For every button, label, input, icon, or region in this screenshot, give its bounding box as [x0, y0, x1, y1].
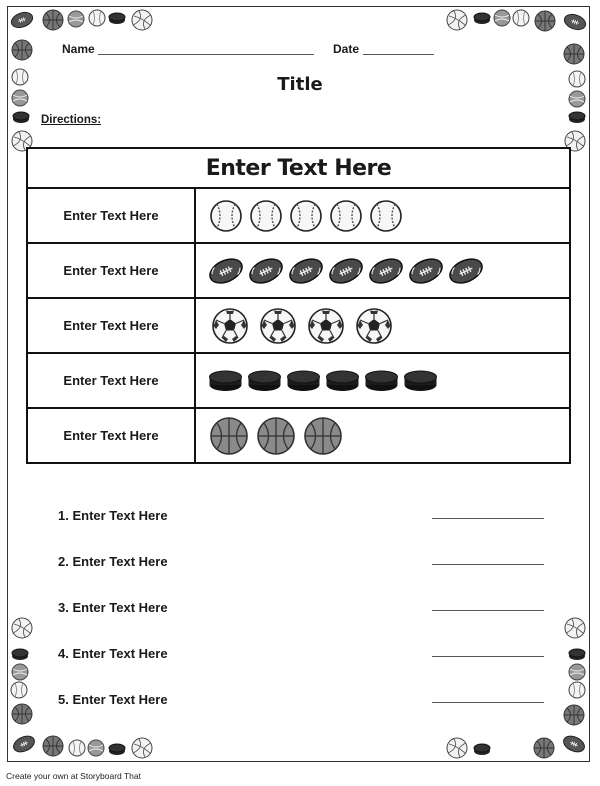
hockey-puck-icon: [325, 368, 360, 394]
football-icon: [288, 254, 324, 288]
chart-header[interactable]: Enter Text Here: [27, 148, 570, 188]
question-2[interactable]: 2. Enter Text Here: [58, 554, 168, 569]
page-title[interactable]: Title: [277, 74, 323, 95]
hockey-puck-icon: [364, 368, 399, 394]
football-icon: [328, 254, 364, 288]
name-field[interactable]: [98, 54, 314, 55]
question-5[interactable]: 5. Enter Text Here: [58, 692, 168, 707]
footer-credit[interactable]: Create your own at Storyboard That: [6, 771, 141, 781]
answer-line-1[interactable]: [432, 518, 544, 519]
basketball-icon: [255, 416, 298, 456]
question-1[interactable]: 1. Enter Text Here: [58, 508, 168, 523]
row-label[interactable]: Enter Text Here: [27, 243, 195, 298]
question-4[interactable]: 4. Enter Text Here: [58, 646, 168, 661]
row-label[interactable]: Enter Text Here: [27, 298, 195, 353]
icon-cell: [195, 408, 570, 463]
baseball-icon: [288, 199, 324, 233]
icon-cell: [195, 188, 570, 243]
hockey-puck-icon: [247, 368, 282, 394]
baseball-icon: [208, 199, 244, 233]
football-icon: [248, 254, 284, 288]
soccer-ball-icon: [208, 307, 252, 345]
date-label: Date: [333, 42, 360, 56]
football-icon: [408, 254, 444, 288]
directions-label: Directions:: [41, 114, 102, 126]
football-icon: [368, 254, 404, 288]
football-icon: [208, 254, 244, 288]
row-label[interactable]: Enter Text Here: [27, 408, 195, 463]
baseball-icon: [368, 199, 404, 233]
date-field[interactable]: [363, 54, 434, 55]
hockey-puck-icon: [286, 368, 321, 394]
question-3[interactable]: 3. Enter Text Here: [58, 600, 168, 615]
pictograph-table: [26, 147, 571, 464]
soccer-ball-icon: [304, 307, 348, 345]
hockey-puck-icon: [208, 368, 243, 394]
baseball-icon: [248, 199, 284, 233]
icon-cell: [195, 353, 570, 408]
name-label: Name: [62, 42, 95, 56]
baseball-icon: [328, 199, 364, 233]
icon-cell: [195, 298, 570, 353]
soccer-ball-icon: [256, 307, 300, 345]
answer-line-4[interactable]: [432, 656, 544, 657]
answer-line-2[interactable]: [432, 564, 544, 565]
row-label[interactable]: Enter Text Here: [27, 188, 195, 243]
basketball-icon: [302, 416, 345, 456]
answer-line-3[interactable]: [432, 610, 544, 611]
football-icon: [448, 254, 484, 288]
icon-cell: [195, 243, 570, 298]
basketball-icon: [208, 416, 251, 456]
answer-line-5[interactable]: [432, 702, 544, 703]
row-label[interactable]: Enter Text Here: [27, 353, 195, 408]
hockey-puck-icon: [403, 368, 438, 394]
soccer-ball-icon: [352, 307, 396, 345]
